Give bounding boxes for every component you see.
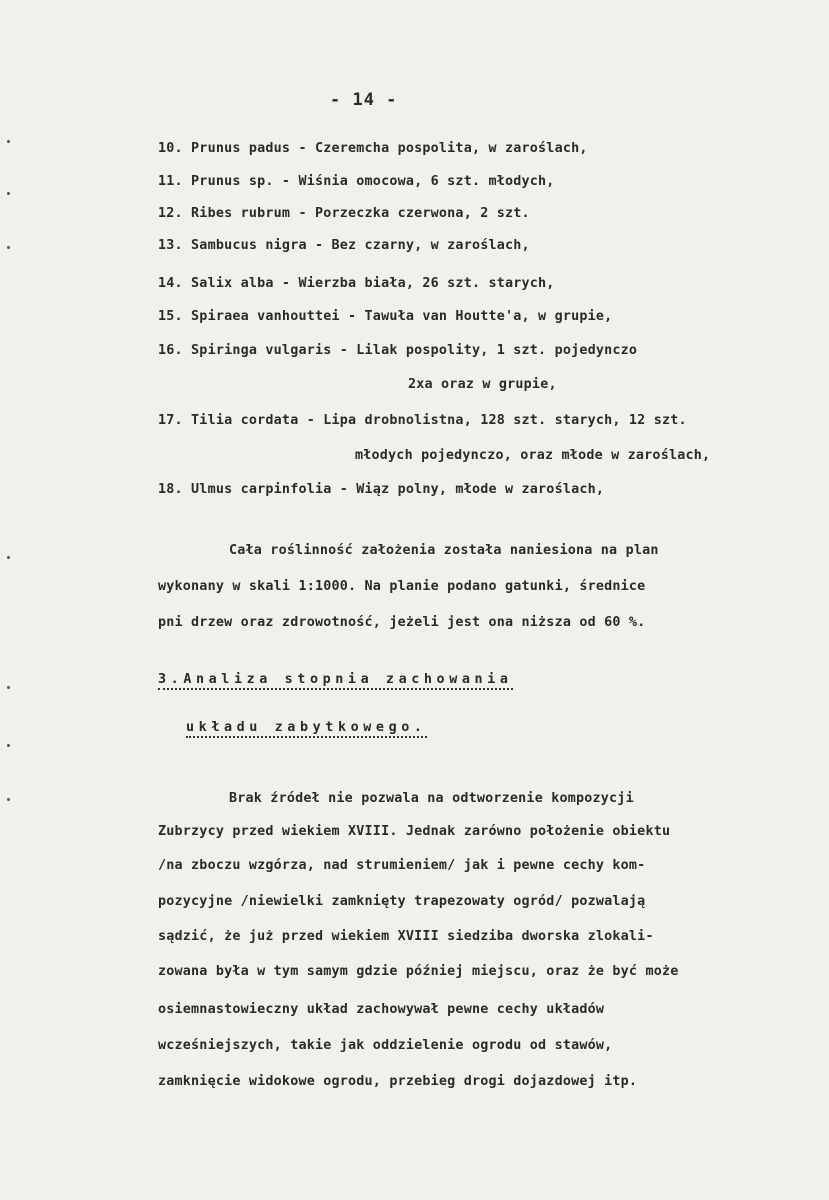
- paragraph-line: wcześniejszych, takie jak oddzielenie ogrodu od stawów,: [158, 1038, 613, 1053]
- list-item-continuation: młodych pojedynczo, oraz młode w zaroślach,: [355, 448, 711, 463]
- paragraph-line: pni drzew oraz zdrowotność, jeżeli jest ona niższa od 60 %.: [158, 615, 646, 630]
- margin-punch-mark: [7, 686, 10, 689]
- paragraph-line: pozycyjne /niewielki zamknięty trapezowaty ogród/ pozwalają: [158, 894, 646, 909]
- margin-punch-mark: [7, 192, 10, 195]
- margin-punch-mark: [7, 556, 10, 559]
- margin-punch-mark: [7, 246, 10, 249]
- paragraph-line: Zubrzycy przed wiekiem XVIII. Jednak zarówno położenie obiektu: [158, 824, 671, 839]
- paragraph-line: zowana była w tym samym gdzie później miejscu, oraz że być może: [158, 964, 679, 979]
- page-number: - 14 -: [330, 90, 398, 110]
- paragraph-line: osiemnastowieczny układ zachowywał pewne cechy układów: [158, 1002, 605, 1017]
- margin-punch-mark: [7, 798, 10, 801]
- paragraph-line: Brak źródeł nie pozwala na odtworzenie kompozycji: [229, 791, 634, 806]
- list-item: 13. Sambucus nigra - Bez czarny, w zaroślach,: [158, 238, 530, 253]
- paragraph-line: zamknięcie widokowe ogrodu, przebieg drogi dojazdowej itp.: [158, 1074, 638, 1089]
- section-heading: 3.Analiza stopnia zachowania: [158, 672, 513, 690]
- paragraph-line: wykonany w skali 1:1000. Na planie podano gatunki, średnice: [158, 579, 646, 594]
- margin-punch-mark: [7, 140, 10, 143]
- paragraph-line: sądzić, że już przed wiekiem XVIII siedziba dworska zlokali-: [158, 929, 654, 944]
- margin-punch-mark: [7, 744, 10, 747]
- paragraph-line: /na zboczu wzgórza, nad strumieniem/ jak i pewne cechy kom-: [158, 858, 646, 873]
- list-item: 17. Tilia cordata - Lipa drobnolistna, 128 szt. starych, 12 szt.: [158, 413, 687, 428]
- list-item: 12. Ribes rubrum - Porzeczka czerwona, 2 szt.: [158, 206, 530, 221]
- list-item: 16. Spiringa vulgaris - Lilak pospolity, 1 szt. pojedynczo: [158, 343, 638, 358]
- list-item: 14. Salix alba - Wierzba biała, 26 szt. starych,: [158, 276, 555, 291]
- list-item: 10. Prunus padus - Czeremcha pospolita, w zaroślach,: [158, 141, 588, 156]
- list-item: 15. Spiraea vanhouttei - Tawuła van Houtte'a, w grupie,: [158, 309, 613, 324]
- list-item: 11. Prunus sp. - Wiśnia omocowa, 6 szt. młodych,: [158, 174, 555, 189]
- list-item-continuation: 2xa oraz w grupie,: [408, 377, 557, 392]
- section-heading: układu zabytkowego.: [186, 720, 427, 738]
- list-item: 18. Ulmus carpinfolia - Wiąz polny, młode w zaroślach,: [158, 482, 605, 497]
- paragraph-line: Cała roślinność założenia została naniesiona na plan: [229, 543, 659, 558]
